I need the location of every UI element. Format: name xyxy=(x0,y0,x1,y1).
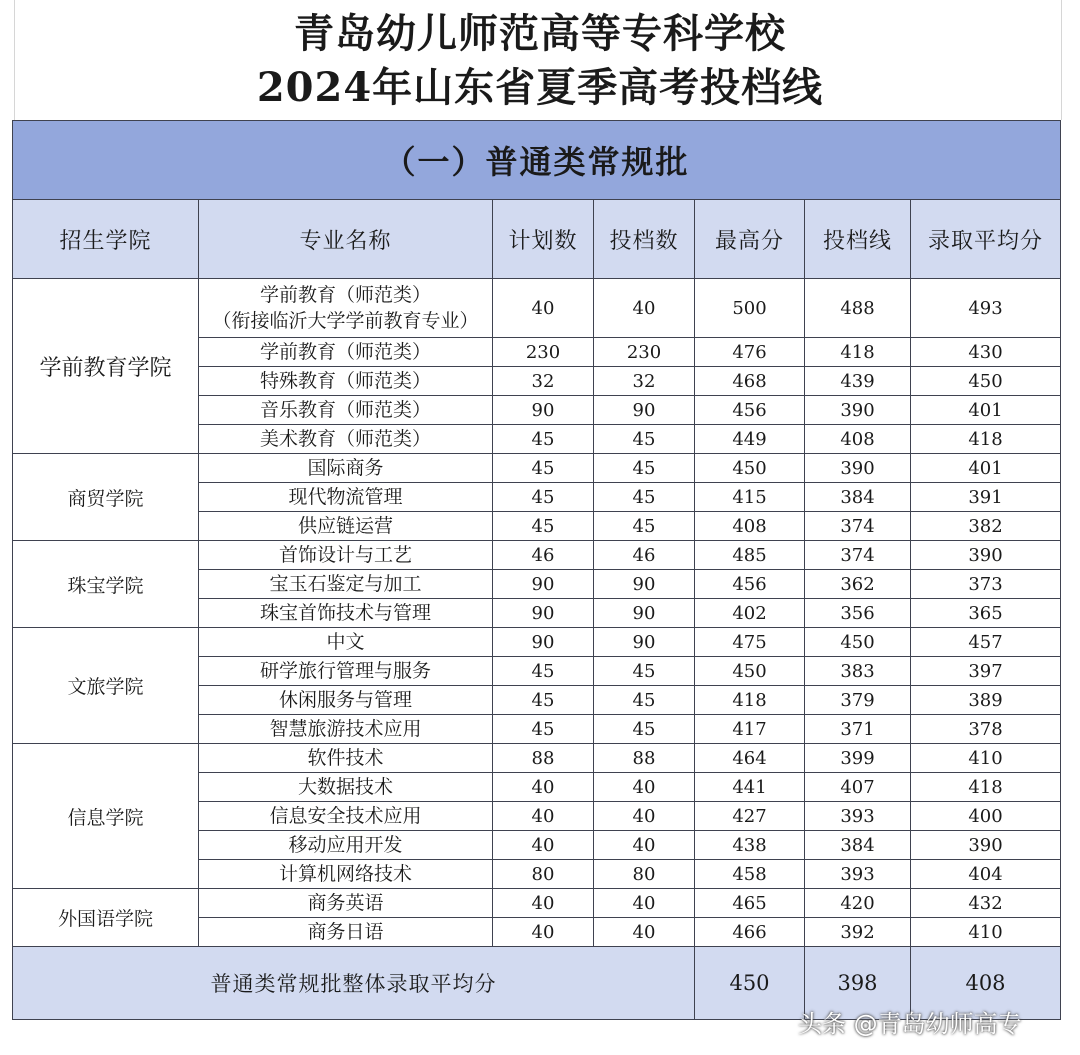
max-score-cell: 415 xyxy=(695,483,805,512)
plan-count-cell: 90 xyxy=(493,396,594,425)
column-header-row xyxy=(13,200,1061,279)
plan-count-cell: 40 xyxy=(493,889,594,918)
avg-score-cell: 418 xyxy=(911,773,1061,802)
admitted-count-cell: 40 xyxy=(594,831,695,860)
admitted-count-cell: 45 xyxy=(594,657,695,686)
avg-score-cell: 401 xyxy=(911,454,1061,483)
cutoff-score-cell: 390 xyxy=(805,396,911,425)
cutoff-score-cell: 390 xyxy=(805,454,911,483)
major-cell xyxy=(199,541,493,570)
avg-score-cell: 493 xyxy=(911,279,1061,338)
major-name: 学前教育（师范类） xyxy=(259,341,431,363)
plan-count-cell: 40 xyxy=(493,831,594,860)
max-score-cell: 450 xyxy=(695,454,805,483)
cutoff-score-cell: 418 xyxy=(805,338,911,367)
max-score-cell: 449 xyxy=(695,425,805,454)
plan-count-cell: 46 xyxy=(493,541,594,570)
section-title: （一）普通类常规批 xyxy=(13,121,1061,200)
cutoff-score-cell: 383 xyxy=(805,657,911,686)
avg-score-cell: 373 xyxy=(911,570,1061,599)
admitted-count-cell: 88 xyxy=(594,744,695,773)
header-plan: 计划数 xyxy=(493,200,594,279)
cutoff-score-cell: 356 xyxy=(805,599,911,628)
avg-score-cell: 404 xyxy=(911,860,1061,889)
major-cell xyxy=(199,715,493,744)
summary-avg-score: 408 xyxy=(911,947,1061,1020)
avg-score-cell: 432 xyxy=(911,889,1061,918)
avg-score-cell: 382 xyxy=(911,512,1061,541)
cutoff-score-cell: 439 xyxy=(805,367,911,396)
major-cell xyxy=(199,367,493,396)
title-line-2: 2024年山东省夏季高考投档线 xyxy=(256,64,824,111)
major-cell xyxy=(199,599,493,628)
admitted-count-cell: 45 xyxy=(594,425,695,454)
max-score-cell: 464 xyxy=(695,744,805,773)
cutoff-score-cell: 450 xyxy=(805,628,911,657)
major-cell xyxy=(199,657,493,686)
major-note: （衔接临沂大学学前教育专业） xyxy=(212,310,479,332)
major-name: 大数据技术 xyxy=(297,776,393,798)
max-score-cell: 402 xyxy=(695,599,805,628)
plan-count-cell: 90 xyxy=(493,570,594,599)
avg-score-cell: 410 xyxy=(911,918,1061,947)
cutoff-score-cell: 393 xyxy=(805,802,911,831)
table-row xyxy=(13,744,1061,773)
major-name: 移动应用开发 xyxy=(288,834,403,856)
major-cell xyxy=(199,454,493,483)
college-cell: 外国语学院 xyxy=(13,889,199,947)
cutoff-score-cell: 374 xyxy=(805,541,911,570)
cutoff-score-cell: 379 xyxy=(805,686,911,715)
plan-count-cell: 45 xyxy=(493,425,594,454)
avg-score-cell: 450 xyxy=(911,367,1061,396)
header-major: 专业名称 xyxy=(199,200,493,279)
max-score-cell: 417 xyxy=(695,715,805,744)
cutoff-score-cell: 384 xyxy=(805,483,911,512)
summary-max-score: 450 xyxy=(695,947,805,1020)
plan-count-cell: 40 xyxy=(493,918,594,947)
major-cell xyxy=(199,686,493,715)
header-avg-score: 录取平均分 xyxy=(911,200,1061,279)
major-name: 计算机网络技术 xyxy=(278,863,412,885)
admitted-count-cell: 46 xyxy=(594,541,695,570)
major-name: 商务日语 xyxy=(307,921,384,943)
avg-score-cell: 401 xyxy=(911,396,1061,425)
admitted-count-cell: 40 xyxy=(594,802,695,831)
admitted-count-cell: 40 xyxy=(594,279,695,338)
major-name: 学前教育（师范类） xyxy=(259,284,431,306)
plan-count-cell: 90 xyxy=(493,628,594,657)
max-score-cell: 458 xyxy=(695,860,805,889)
major-name: 信息安全技术应用 xyxy=(269,805,422,827)
plan-count-cell: 45 xyxy=(493,454,594,483)
college-cell: 文旅学院 xyxy=(13,628,199,744)
cutoff-score-cell: 371 xyxy=(805,715,911,744)
admitted-count-cell: 40 xyxy=(594,773,695,802)
cutoff-score-cell: 399 xyxy=(805,744,911,773)
max-score-cell: 408 xyxy=(695,512,805,541)
avg-score-cell: 378 xyxy=(911,715,1061,744)
college-cell: 商贸学院 xyxy=(13,454,199,541)
admission-score-table xyxy=(12,120,1061,1020)
major-name: 智慧旅游技术应用 xyxy=(269,718,422,740)
admitted-count-cell: 230 xyxy=(594,338,695,367)
major-name: 现代物流管理 xyxy=(288,486,403,508)
table-body xyxy=(13,279,1061,1020)
admitted-count-cell: 45 xyxy=(594,686,695,715)
major-cell xyxy=(199,831,493,860)
plan-count-cell: 45 xyxy=(493,657,594,686)
max-score-cell: 456 xyxy=(695,396,805,425)
admitted-count-cell: 45 xyxy=(594,483,695,512)
table-row xyxy=(13,454,1061,483)
avg-score-cell: 410 xyxy=(911,744,1061,773)
plan-count-cell: 88 xyxy=(493,744,594,773)
admitted-count-cell: 90 xyxy=(594,599,695,628)
admitted-count-cell: 32 xyxy=(594,367,695,396)
plan-count-cell: 230 xyxy=(493,338,594,367)
major-name: 供应链运营 xyxy=(297,515,393,537)
max-score-cell: 485 xyxy=(695,541,805,570)
title-line-1: 青岛幼儿师范高等专科学校 xyxy=(294,10,786,57)
table-row xyxy=(13,541,1061,570)
max-score-cell: 450 xyxy=(695,657,805,686)
college-cell: 学前教育学院 xyxy=(13,279,199,454)
admitted-count-cell: 40 xyxy=(594,918,695,947)
summary-cutoff-score: 398 xyxy=(805,947,911,1020)
header-max-score: 最高分 xyxy=(695,200,805,279)
cutoff-score-cell: 407 xyxy=(805,773,911,802)
avg-score-cell: 430 xyxy=(911,338,1061,367)
summary-label: 普通类常规批整体录取平均分 xyxy=(13,947,695,1020)
admitted-count-cell: 90 xyxy=(594,570,695,599)
document-title xyxy=(0,0,1080,120)
major-name: 特殊教育（师范类） xyxy=(259,370,431,392)
major-cell xyxy=(199,570,493,599)
cutoff-score-cell: 393 xyxy=(805,860,911,889)
max-score-cell: 466 xyxy=(695,918,805,947)
major-cell xyxy=(199,279,493,338)
max-score-cell: 456 xyxy=(695,570,805,599)
avg-score-cell: 400 xyxy=(911,802,1061,831)
max-score-cell: 465 xyxy=(695,889,805,918)
avg-score-cell: 391 xyxy=(911,483,1061,512)
major-cell xyxy=(199,889,493,918)
major-name: 中文 xyxy=(326,631,365,653)
avg-score-cell: 457 xyxy=(911,628,1061,657)
max-score-cell: 468 xyxy=(695,367,805,396)
admitted-count-cell: 90 xyxy=(594,396,695,425)
major-cell xyxy=(199,744,493,773)
major-name: 研学旅行管理与服务 xyxy=(259,660,431,682)
admitted-count-cell: 45 xyxy=(594,454,695,483)
major-cell xyxy=(199,425,493,454)
major-name: 休闲服务与管理 xyxy=(278,689,412,711)
max-score-cell: 476 xyxy=(695,338,805,367)
plan-count-cell: 45 xyxy=(493,715,594,744)
major-cell xyxy=(199,802,493,831)
major-name: 国际商务 xyxy=(307,457,384,479)
source-watermark: 头条 @青岛幼师高专 xyxy=(798,1010,1022,1038)
major-cell xyxy=(199,512,493,541)
major-cell xyxy=(199,483,493,512)
college-cell: 信息学院 xyxy=(13,744,199,889)
cutoff-score-cell: 420 xyxy=(805,889,911,918)
major-name: 首饰设计与工艺 xyxy=(278,544,412,566)
avg-score-cell: 390 xyxy=(911,541,1061,570)
plan-count-cell: 45 xyxy=(493,686,594,715)
avg-score-cell: 397 xyxy=(911,657,1061,686)
major-cell xyxy=(199,860,493,889)
header-college: 招生学院 xyxy=(13,200,199,279)
major-name: 软件技术 xyxy=(307,747,384,769)
table-row xyxy=(13,279,1061,338)
major-cell xyxy=(199,773,493,802)
header-cutoff: 投档线 xyxy=(805,200,911,279)
cutoff-score-cell: 408 xyxy=(805,425,911,454)
max-score-cell: 475 xyxy=(695,628,805,657)
admitted-count-cell: 80 xyxy=(594,860,695,889)
cutoff-score-cell: 488 xyxy=(805,279,911,338)
plan-count-cell: 40 xyxy=(493,802,594,831)
major-cell xyxy=(199,396,493,425)
major-cell xyxy=(199,338,493,367)
plan-count-cell: 45 xyxy=(493,512,594,541)
avg-score-cell: 418 xyxy=(911,425,1061,454)
avg-score-cell: 390 xyxy=(911,831,1061,860)
avg-score-cell: 365 xyxy=(911,599,1061,628)
plan-count-cell: 80 xyxy=(493,860,594,889)
max-score-cell: 441 xyxy=(695,773,805,802)
admitted-count-cell: 40 xyxy=(594,889,695,918)
college-cell: 珠宝学院 xyxy=(13,541,199,628)
plan-count-cell: 90 xyxy=(493,599,594,628)
plan-count-cell: 45 xyxy=(493,483,594,512)
major-name: 珠宝首饰技术与管理 xyxy=(259,602,431,624)
table-row xyxy=(13,889,1061,918)
major-name: 宝玉石鉴定与加工 xyxy=(269,573,422,595)
header-admitted: 投档数 xyxy=(594,200,695,279)
max-score-cell: 418 xyxy=(695,686,805,715)
major-cell xyxy=(199,918,493,947)
plan-count-cell: 32 xyxy=(493,367,594,396)
cutoff-score-cell: 392 xyxy=(805,918,911,947)
major-cell xyxy=(199,628,493,657)
cutoff-score-cell: 362 xyxy=(805,570,911,599)
max-score-cell: 427 xyxy=(695,802,805,831)
plan-count-cell: 40 xyxy=(493,773,594,802)
major-name: 音乐教育（师范类） xyxy=(259,399,431,421)
plan-count-cell: 40 xyxy=(493,279,594,338)
cutoff-score-cell: 384 xyxy=(805,831,911,860)
max-score-cell: 500 xyxy=(695,279,805,338)
max-score-cell: 438 xyxy=(695,831,805,860)
cutoff-score-cell: 374 xyxy=(805,512,911,541)
major-name: 商务英语 xyxy=(307,892,384,914)
table-row xyxy=(13,628,1061,657)
admitted-count-cell: 45 xyxy=(594,512,695,541)
admitted-count-cell: 45 xyxy=(594,715,695,744)
admitted-count-cell: 90 xyxy=(594,628,695,657)
avg-score-cell: 389 xyxy=(911,686,1061,715)
major-name: 美术教育（师范类） xyxy=(259,428,431,450)
